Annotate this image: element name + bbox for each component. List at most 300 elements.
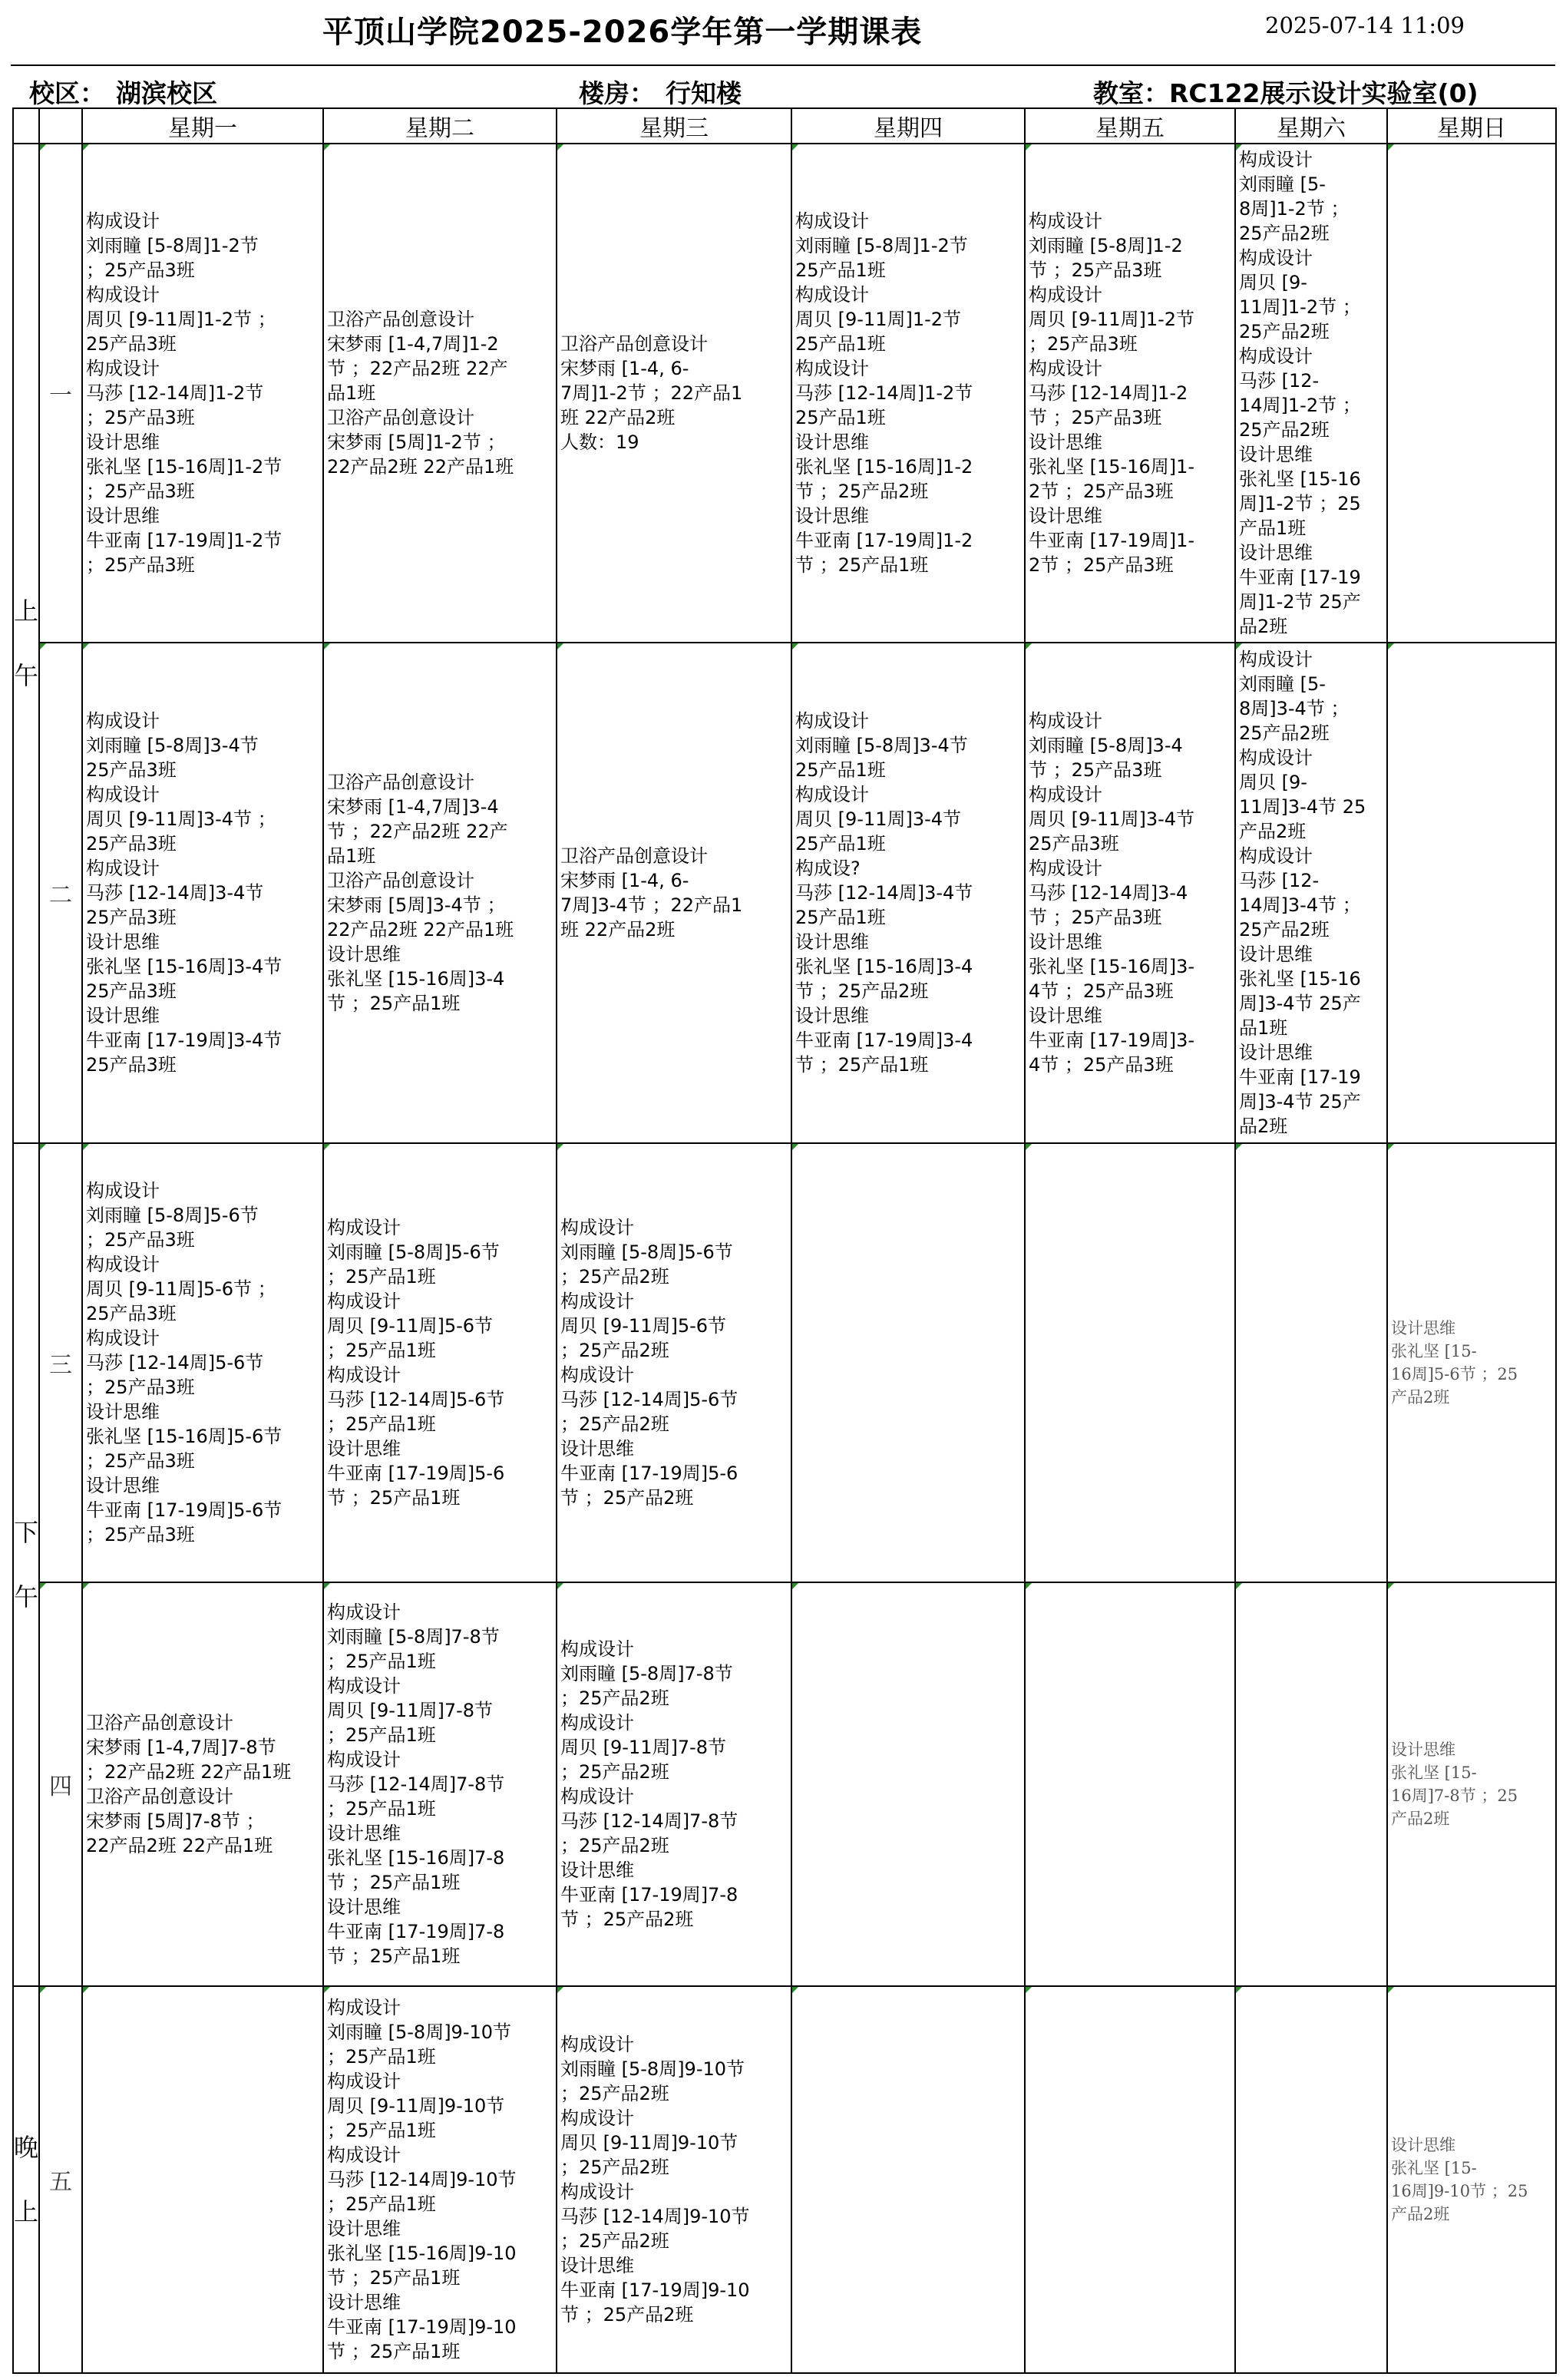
course-line: ；25产品3班 bbox=[86, 1450, 195, 1472]
course-line: 马莎 [12-14周]5-6节 bbox=[327, 1389, 505, 1410]
course-line: 设计思维 bbox=[795, 1005, 869, 1026]
course-line: 张礼坚 [15-16周]3-4节 bbox=[86, 956, 282, 977]
course-line: 周贝 [9-11周]9-10节 bbox=[327, 2095, 505, 2117]
course-line: 牛亚南 [17-19周]7-8 bbox=[327, 1921, 505, 1942]
course-line: 设计思维 bbox=[1029, 505, 1102, 527]
schedule-cell[interactable] bbox=[557, 1582, 791, 1986]
course-line: 周贝 [9-11周]7-8节 bbox=[560, 1737, 727, 1758]
course-line: 马莎 [12-14周]9-10节 bbox=[560, 2206, 750, 2227]
day-header: 星期日 bbox=[1387, 108, 1556, 144]
course-line: 构成设计 bbox=[86, 784, 160, 805]
course-line: 构成设计 bbox=[86, 1180, 160, 1202]
course-line: 节 ；25产品3班 bbox=[1029, 259, 1162, 281]
slot-label: 一 bbox=[39, 144, 82, 643]
course-line: 张礼坚 [15- bbox=[1391, 2159, 1477, 2177]
campus-label: 校区： bbox=[29, 78, 105, 108]
course-line: 设计思维 bbox=[795, 431, 869, 453]
course-line: 周贝 [9-11周]3-4节 bbox=[795, 808, 962, 830]
schedule-cell[interactable] bbox=[557, 643, 791, 1143]
course-line: 周贝 [9-11周]7-8节 bbox=[327, 1700, 494, 1721]
course-line: 班 22产品2班 bbox=[560, 407, 676, 428]
course-line: 25产品3班 bbox=[86, 759, 177, 781]
course-line: 设计思维 bbox=[1391, 2136, 1455, 2154]
course-line: 牛亚南 [17-19周]5-6 bbox=[560, 1463, 738, 1484]
course-entry bbox=[1236, 647, 1386, 1139]
course-line: 设计思维 bbox=[86, 431, 160, 453]
schedule-cell[interactable] bbox=[557, 1986, 791, 2373]
course-line: 构成设计 bbox=[795, 284, 869, 306]
course-line: 周]1-2节 25产 bbox=[1239, 591, 1361, 613]
course-line: ；22产品2班 22产品1班 bbox=[86, 1761, 292, 1783]
course-line: 构成设计 bbox=[560, 2034, 634, 2055]
course-line: 设计思维 bbox=[1391, 1740, 1455, 1759]
schedule-cell[interactable] bbox=[1025, 643, 1235, 1143]
course-line: 构成设计 bbox=[1239, 845, 1313, 867]
course-line: 设计思维 bbox=[1029, 431, 1102, 453]
course-line: 牛亚南 [17-19周]3-4 bbox=[795, 1030, 973, 1051]
course-line: ；25产品3班 bbox=[86, 1524, 195, 1545]
course-line: 牛亚南 [17-19周]3- bbox=[1029, 1030, 1195, 1051]
course-line: 刘雨瞳 [5-8周]7-8节 bbox=[560, 1663, 733, 1684]
course-line: ；25产品2班 bbox=[560, 1413, 669, 1435]
course-line: 马莎 [12-14周]3-4 bbox=[1029, 882, 1188, 904]
course-entry bbox=[557, 332, 791, 455]
schedule-cell[interactable] bbox=[557, 144, 791, 643]
day-header: 星期五 bbox=[1025, 108, 1235, 144]
schedule-cell[interactable] bbox=[791, 1986, 1025, 2373]
course-line: 周贝 [9-11周]3-4节 bbox=[1029, 808, 1195, 830]
course-line: 节 ；25产品1班 bbox=[795, 1054, 929, 1076]
schedule-cell[interactable] bbox=[1025, 144, 1235, 643]
course-line: 25产品3班 bbox=[86, 333, 177, 355]
course-line: 产品2班 bbox=[1391, 1810, 1450, 1828]
schedule-cell[interactable] bbox=[1387, 1986, 1556, 2373]
schedule-cell[interactable] bbox=[1025, 1143, 1235, 1582]
course-line: 刘雨瞳 [5- bbox=[1239, 174, 1326, 195]
corner-cell bbox=[39, 108, 82, 144]
course-line: 牛亚南 [17-19周]1-2节 bbox=[86, 530, 282, 551]
course-line: 节 ；25产品3班 bbox=[1029, 407, 1162, 428]
course-line: 牛亚南 [17-19周]9-10 bbox=[327, 2316, 517, 2338]
course-line: 8周]1-2节 ； bbox=[1239, 198, 1350, 220]
course-line: ；25产品2班 bbox=[560, 2083, 669, 2104]
course-line: 设计思维 bbox=[86, 931, 160, 953]
course-line: 张礼坚 [15- bbox=[1391, 1764, 1477, 1782]
course-line: 设计思维 bbox=[560, 1438, 634, 1459]
course-line: 构成设计 bbox=[795, 210, 869, 232]
schedule-cell[interactable] bbox=[1235, 643, 1387, 1143]
course-line: 刘雨瞳 [5- bbox=[1239, 673, 1326, 695]
course-line: 构成设计 bbox=[1029, 284, 1102, 306]
course-line: 周贝 [9-11周]5-6节 ； bbox=[86, 1278, 276, 1300]
course-line: 4节 ；25产品3班 bbox=[1029, 1054, 1174, 1076]
course-line: 宋梦雨 [1-4,7周]1-2 bbox=[327, 333, 499, 355]
course-line: 卫浴产品创意设计 bbox=[86, 1712, 233, 1734]
course-line: 构成设计 bbox=[795, 710, 869, 732]
course-line: 张礼坚 [15-16 bbox=[1239, 468, 1361, 490]
course-line: 11周]1-2节 ； bbox=[1239, 296, 1361, 318]
course-entry bbox=[324, 1995, 556, 2364]
course-line: 节 ；22产品2班 22产 bbox=[327, 358, 508, 379]
course-line: 设计思维 bbox=[327, 2292, 401, 2313]
schedule-cell[interactable] bbox=[1387, 1582, 1556, 1986]
course-line: 4节 ；25产品3班 bbox=[1029, 980, 1174, 1002]
course-line: 构成设计 bbox=[327, 1217, 401, 1238]
course-line: 构成设计 bbox=[560, 1217, 634, 1238]
course-entry bbox=[1388, 2134, 1555, 2226]
course-line: 25产品2班 bbox=[1239, 223, 1330, 244]
course-line: 牛亚南 [17-19周]1- bbox=[1029, 530, 1195, 551]
course-entry bbox=[557, 1637, 791, 1932]
title-bar bbox=[0, 0, 1566, 61]
course-line: 25产品1班 bbox=[795, 407, 886, 428]
course-line: 刘雨瞳 [5-8周]3-4 bbox=[1029, 735, 1183, 756]
course-line: 25产品2班 bbox=[1239, 419, 1330, 441]
course-line: 节 ；25产品1班 bbox=[327, 1872, 461, 1893]
course-line: 牛亚南 [17-19 bbox=[1239, 1066, 1361, 1088]
course-line: 张礼坚 [15-16周]3-4 bbox=[327, 968, 505, 990]
course-line: 8周]3-4节 ； bbox=[1239, 698, 1350, 719]
course-line: 22产品2班 22产品1班 bbox=[86, 1835, 273, 1856]
course-line: 品2班 bbox=[1239, 1116, 1288, 1137]
course-line: 节 ；25产品2班 bbox=[560, 1487, 694, 1509]
course-line: 构成设计 bbox=[327, 1749, 401, 1770]
course-line: 节 ；25产品3班 bbox=[1029, 907, 1162, 928]
course-line: 刘雨瞳 [5-8周]3-4节 bbox=[86, 735, 259, 756]
course-line: 构成设计 bbox=[86, 858, 160, 879]
schedule-cell[interactable] bbox=[1387, 1143, 1556, 1582]
building-info bbox=[579, 74, 742, 110]
course-line: 产品2班 bbox=[1239, 821, 1307, 842]
slot-label: 四 bbox=[39, 1582, 82, 1986]
schedule-cell[interactable] bbox=[82, 144, 323, 643]
schedule-cell[interactable] bbox=[323, 643, 557, 1143]
course-line: 宋梦雨 [5周]3-4节 ； bbox=[327, 894, 506, 916]
course-line: 22产品2班 22产品1班 bbox=[327, 919, 514, 940]
course-line: 周]1-2节 ；25 bbox=[1239, 493, 1361, 514]
course-line: 张礼坚 [15- bbox=[1391, 1342, 1477, 1360]
course-line: 马莎 [12-14周]5-6节 bbox=[560, 1389, 738, 1410]
course-line: 张礼坚 [15-16周]1- bbox=[1029, 456, 1195, 478]
course-line: 张礼坚 [15-16 bbox=[1239, 968, 1361, 990]
campus-info bbox=[29, 74, 217, 110]
course-line: 品2班 bbox=[1239, 616, 1288, 637]
course-line: 构成设计 bbox=[86, 284, 160, 306]
course-line: 构成设计 bbox=[327, 2144, 401, 2166]
course-entry bbox=[1388, 1317, 1555, 1409]
course-entry bbox=[1026, 709, 1234, 1077]
course-line: 7周]3-4节 ；22产品1 bbox=[560, 894, 743, 916]
course-line: 构成设计 bbox=[1239, 747, 1313, 769]
course-line: 25产品1班 bbox=[795, 333, 886, 355]
schedule-cell[interactable] bbox=[1025, 1986, 1235, 2373]
course-line: 刘雨瞳 [5-8周]1-2 bbox=[1029, 235, 1183, 256]
course-line: 构成设计 bbox=[1239, 345, 1313, 367]
course-line: 刘雨瞳 [5-8周]9-10节 bbox=[560, 2058, 745, 2080]
course-line: 25产品1班 bbox=[795, 259, 886, 281]
course-line: 设计思维 bbox=[560, 2255, 634, 2276]
course-entry bbox=[324, 1215, 556, 1510]
course-line: 构成设计 bbox=[560, 1364, 634, 1386]
course-line: 周贝 [9-11周]5-6节 bbox=[560, 1315, 727, 1337]
course-entry bbox=[83, 209, 322, 577]
header-row bbox=[13, 108, 1556, 144]
course-line: 周贝 [9-11周]1-2节 bbox=[1029, 309, 1195, 330]
schedule-cell[interactable] bbox=[82, 1143, 323, 1582]
day-header: 星期四 bbox=[791, 108, 1025, 144]
course-line: 张礼坚 [15-16周]3- bbox=[1029, 956, 1195, 977]
course-line: 宋梦雨 [1-4,7周]7-8节 bbox=[86, 1737, 276, 1758]
course-line: 宋梦雨 [5周]7-8节 ； bbox=[86, 1810, 265, 1832]
course-line: 设计思维 bbox=[1239, 944, 1313, 965]
course-line: 25产品3班 bbox=[86, 1054, 177, 1076]
course-line: 设计思维 bbox=[1239, 542, 1313, 564]
schedule-cell[interactable] bbox=[1235, 1986, 1387, 2373]
course-line: 22产品2班 22产品1班 bbox=[327, 456, 514, 478]
course-line: 周贝 [9- bbox=[1239, 772, 1307, 793]
course-line: 设计思维 bbox=[327, 2218, 401, 2240]
course-line: 节 ；25产品1班 bbox=[327, 1945, 461, 1967]
course-line: 构成设计 bbox=[795, 358, 869, 379]
course-line: ；25产品1班 bbox=[327, 2193, 436, 2215]
course-line: 周]3-4节 25产 bbox=[1239, 993, 1361, 1014]
day-header: 星期二 bbox=[323, 108, 557, 144]
course-line: 2节 ；25产品3班 bbox=[1029, 554, 1174, 576]
course-line: 设计思维 bbox=[327, 944, 401, 965]
course-line: 设计思维 bbox=[1239, 444, 1313, 465]
course-line: 马莎 [12- bbox=[1239, 370, 1320, 392]
course-line: 构成设计 bbox=[327, 2071, 401, 2092]
period-label: 上 午 bbox=[13, 144, 39, 1143]
day-header: 星期三 bbox=[557, 108, 791, 144]
course-line: 构成设计 bbox=[560, 2107, 634, 2129]
course-line: 牛亚南 [17-19周]1-2 bbox=[795, 530, 973, 551]
course-line: 周贝 [9-11周]9-10节 bbox=[560, 2132, 738, 2154]
course-line: 牛亚南 [17-19周]5-6节 bbox=[86, 1499, 282, 1521]
course-line: 张礼坚 [15-16周]9-10 bbox=[327, 2243, 517, 2264]
course-line: ；25产品3班 bbox=[86, 1377, 195, 1398]
course-line: 构成设计 bbox=[560, 1786, 634, 1807]
course-line: 14周]1-2节 ； bbox=[1239, 395, 1361, 416]
course-line: 构成设计 bbox=[86, 210, 160, 232]
course-line: 构成设计 bbox=[795, 784, 869, 805]
course-entry bbox=[83, 1178, 322, 1547]
course-entry bbox=[324, 1600, 556, 1968]
course-line: ；25产品2班 bbox=[560, 2157, 669, 2178]
course-line: 周贝 [9-11周]1-2节 ； bbox=[86, 309, 276, 330]
course-line: 25产品1班 bbox=[795, 907, 886, 928]
course-line: 构成设计 bbox=[560, 1291, 634, 1312]
course-line: 节 ；25产品2班 bbox=[560, 1909, 694, 1930]
course-line: 25产品2班 bbox=[1239, 321, 1330, 342]
course-line: 卫浴产品创意设计 bbox=[560, 333, 708, 355]
course-line: 周]3-4节 25产 bbox=[1239, 1091, 1361, 1112]
room-info: 教室：RC122展示设计实验室(0) bbox=[1093, 78, 1478, 108]
course-line: 张礼坚 [15-16周]5-6节 bbox=[86, 1426, 282, 1447]
schedule-cell[interactable] bbox=[323, 1986, 557, 2373]
course-entry bbox=[1026, 209, 1234, 577]
course-line: 构成设计 bbox=[1239, 247, 1313, 269]
day-header: 星期一 bbox=[82, 108, 323, 144]
course-entry bbox=[83, 1711, 322, 1858]
course-line: ；25产品1班 bbox=[327, 1724, 436, 1746]
course-line: 品1班 bbox=[327, 845, 376, 867]
course-line: 构成设计 bbox=[327, 1602, 401, 1623]
course-line: ；25产品2班 bbox=[560, 1835, 669, 1856]
schedule-cell[interactable] bbox=[1025, 1582, 1235, 1986]
course-line: 2节 ；25产品3班 bbox=[1029, 481, 1174, 502]
schedule-row bbox=[13, 144, 1556, 643]
schedule-cell[interactable] bbox=[791, 643, 1025, 1143]
course-line: 宋梦雨 [1-4, 6- bbox=[560, 870, 689, 891]
schedule-cell[interactable] bbox=[82, 1986, 323, 2373]
schedule-cell[interactable] bbox=[791, 1143, 1025, 1582]
course-line: 马莎 [12-14周]5-6节 bbox=[86, 1352, 264, 1373]
course-line: ；25产品2班 bbox=[560, 1266, 669, 1288]
course-line: ；25产品3班 bbox=[86, 407, 195, 428]
schedule-cell[interactable] bbox=[323, 1143, 557, 1582]
course-line: 25产品1班 bbox=[795, 759, 886, 781]
course-entry bbox=[1388, 1738, 1555, 1830]
course-line: 设计思维 bbox=[1239, 1042, 1313, 1063]
course-line: 牛亚南 [17-19周]9-10 bbox=[560, 2279, 750, 2301]
course-line: 刘雨瞳 [5-8周]7-8节 bbox=[327, 1626, 500, 1648]
schedule-cell[interactable] bbox=[1387, 144, 1556, 643]
course-line: 设计思维 bbox=[1391, 1319, 1455, 1337]
schedule-cell[interactable] bbox=[82, 643, 323, 1143]
course-line: 节 ；25产品1班 bbox=[327, 1487, 461, 1509]
schedule-cell[interactable] bbox=[323, 144, 557, 643]
course-line: 周贝 [9-11周]1-2节 bbox=[795, 309, 962, 330]
schedule-cell[interactable] bbox=[323, 1582, 557, 1986]
course-line: 卫浴产品创意设计 bbox=[327, 772, 474, 793]
course-line: 构成设计 bbox=[86, 710, 160, 732]
course-line: 卫浴产品创意设计 bbox=[560, 845, 708, 867]
course-line: 设计思维 bbox=[560, 1859, 634, 1881]
course-line: 卫浴产品创意设计 bbox=[327, 407, 474, 428]
slot-label: 三 bbox=[39, 1143, 82, 1582]
schedule-cell[interactable] bbox=[1235, 1582, 1387, 1986]
schedule-row bbox=[13, 643, 1556, 1143]
course-line: ；25产品1班 bbox=[327, 1798, 436, 1820]
schedule-cell[interactable] bbox=[82, 1582, 323, 1986]
course-line: 牛亚南 [17-19周]5-6 bbox=[327, 1463, 505, 1484]
course-line: 25产品3班 bbox=[86, 1303, 177, 1324]
timestamp: 2025-07-14 11:09 bbox=[1265, 12, 1465, 38]
day-header: 星期六 bbox=[1235, 108, 1387, 144]
course-line: 设计思维 bbox=[327, 1438, 401, 1459]
course-entry bbox=[792, 209, 1024, 577]
course-line: 16周]5-6节 ；25 bbox=[1391, 1365, 1518, 1383]
course-line: 马莎 [12-14周]1-2 bbox=[1029, 382, 1188, 404]
course-line: 构成设计 bbox=[560, 1712, 634, 1734]
schedule-cell[interactable] bbox=[791, 1582, 1025, 1986]
schedule-cell[interactable] bbox=[1235, 1143, 1387, 1582]
schedule-row bbox=[13, 1986, 1556, 2373]
course-line: 构成设计 bbox=[1239, 649, 1313, 670]
course-entry bbox=[792, 709, 1024, 1077]
schedule-cell[interactable] bbox=[1235, 144, 1387, 643]
course-line: 人数：19 bbox=[560, 431, 639, 453]
course-line: 设计思维 bbox=[327, 1823, 401, 1844]
course-line: 宋梦雨 [5周]1-2节 ； bbox=[327, 431, 506, 453]
course-line: 马莎 [12-14周]3-4节 bbox=[795, 882, 973, 904]
course-line: 卫浴产品创意设计 bbox=[327, 870, 474, 891]
course-line: 节 ；25产品1班 bbox=[795, 554, 929, 576]
course-line: ；25产品3班 bbox=[86, 554, 195, 576]
schedule-cell[interactable] bbox=[791, 144, 1025, 643]
course-line: 周贝 [9-11周]3-4节 ； bbox=[86, 808, 276, 830]
building-label: 楼房： bbox=[579, 78, 655, 108]
course-line: 设计思维 bbox=[86, 1401, 160, 1423]
course-line: 牛亚南 [17-19周]3-4节 bbox=[86, 1030, 282, 1051]
course-line: ；25产品2班 bbox=[560, 1340, 669, 1361]
course-line: 刘雨瞳 [5-8周]5-6节 bbox=[560, 1241, 733, 1263]
course-line: 构成设计 bbox=[560, 1638, 634, 1660]
schedule-row bbox=[13, 1143, 1556, 1582]
course-line: ；25产品1班 bbox=[327, 1340, 436, 1361]
course-line: ；25产品3班 bbox=[86, 259, 195, 281]
course-line: 品1班 bbox=[1239, 1017, 1288, 1039]
schedule-cell[interactable] bbox=[557, 1143, 791, 1582]
course-line: 牛亚南 [17-19周]7-8 bbox=[560, 1884, 738, 1906]
course-entry bbox=[557, 1215, 791, 1510]
course-line: 马莎 [12-14周]7-8节 bbox=[327, 1773, 505, 1795]
course-line: 构成设? bbox=[795, 858, 861, 879]
slot-label: 五 bbox=[39, 1986, 82, 2373]
course-line: 25产品3班 bbox=[86, 907, 177, 928]
course-entry bbox=[324, 307, 556, 479]
course-line: ；25产品2班 bbox=[560, 1687, 669, 1709]
course-line: 节 ；25产品2班 bbox=[560, 2304, 694, 2325]
building-value: 行知楼 bbox=[666, 78, 742, 108]
course-line: 构成设计 bbox=[1239, 149, 1313, 170]
course-line: 节 ；25产品2班 bbox=[795, 980, 929, 1002]
course-line: 构成设计 bbox=[1029, 210, 1102, 232]
course-line: 25产品3班 bbox=[86, 980, 177, 1002]
course-entry bbox=[324, 770, 556, 1016]
course-line: 设计思维 bbox=[1029, 931, 1102, 953]
slot-label: 二 bbox=[39, 643, 82, 1143]
course-line: ；25产品1班 bbox=[327, 1266, 436, 1288]
campus-value: 湖滨校区 bbox=[116, 78, 217, 108]
course-line: 刘雨瞳 [5-8周]5-6节 bbox=[327, 1241, 500, 1263]
course-line: 马莎 [12-14周]1-2节 bbox=[86, 382, 264, 404]
page-title: 平顶山学院2025-2026学年第一学期课表 bbox=[322, 15, 923, 50]
course-line: 16周]9-10节 ；25 bbox=[1391, 2182, 1528, 2200]
course-line: 周贝 [9-11周]5-6节 bbox=[327, 1315, 494, 1337]
course-line: 产品1班 bbox=[1239, 517, 1307, 539]
course-line: 16周]7-8节 ；25 bbox=[1391, 1787, 1518, 1805]
course-line: 节 ；25产品3班 bbox=[1029, 759, 1162, 781]
course-line: 14周]3-4节 ； bbox=[1239, 894, 1361, 916]
course-line: 刘雨瞳 [5-8周]9-10节 bbox=[327, 2021, 512, 2043]
course-line: 刘雨瞳 [5-8周]1-2节 bbox=[795, 235, 968, 256]
schedule-cell[interactable] bbox=[1387, 643, 1556, 1143]
course-line: 25产品3班 bbox=[1029, 833, 1119, 854]
course-line: 25产品2班 bbox=[1239, 919, 1330, 940]
course-line: 刘雨瞳 [5-8周]5-6节 bbox=[86, 1205, 259, 1226]
course-line: ；25产品1班 bbox=[327, 1413, 436, 1435]
course-line: 构成设计 bbox=[86, 1327, 160, 1349]
course-line: 构成设计 bbox=[1029, 784, 1102, 805]
course-line: 马莎 [12- bbox=[1239, 870, 1320, 891]
course-line: 设计思维 bbox=[795, 505, 869, 527]
course-line: 马莎 [12-14周]7-8节 bbox=[560, 1810, 738, 1832]
period-label: 晚 上 bbox=[13, 1986, 39, 2373]
course-line: 构成设计 bbox=[560, 2181, 634, 2203]
course-line: 25产品1班 bbox=[795, 833, 886, 854]
